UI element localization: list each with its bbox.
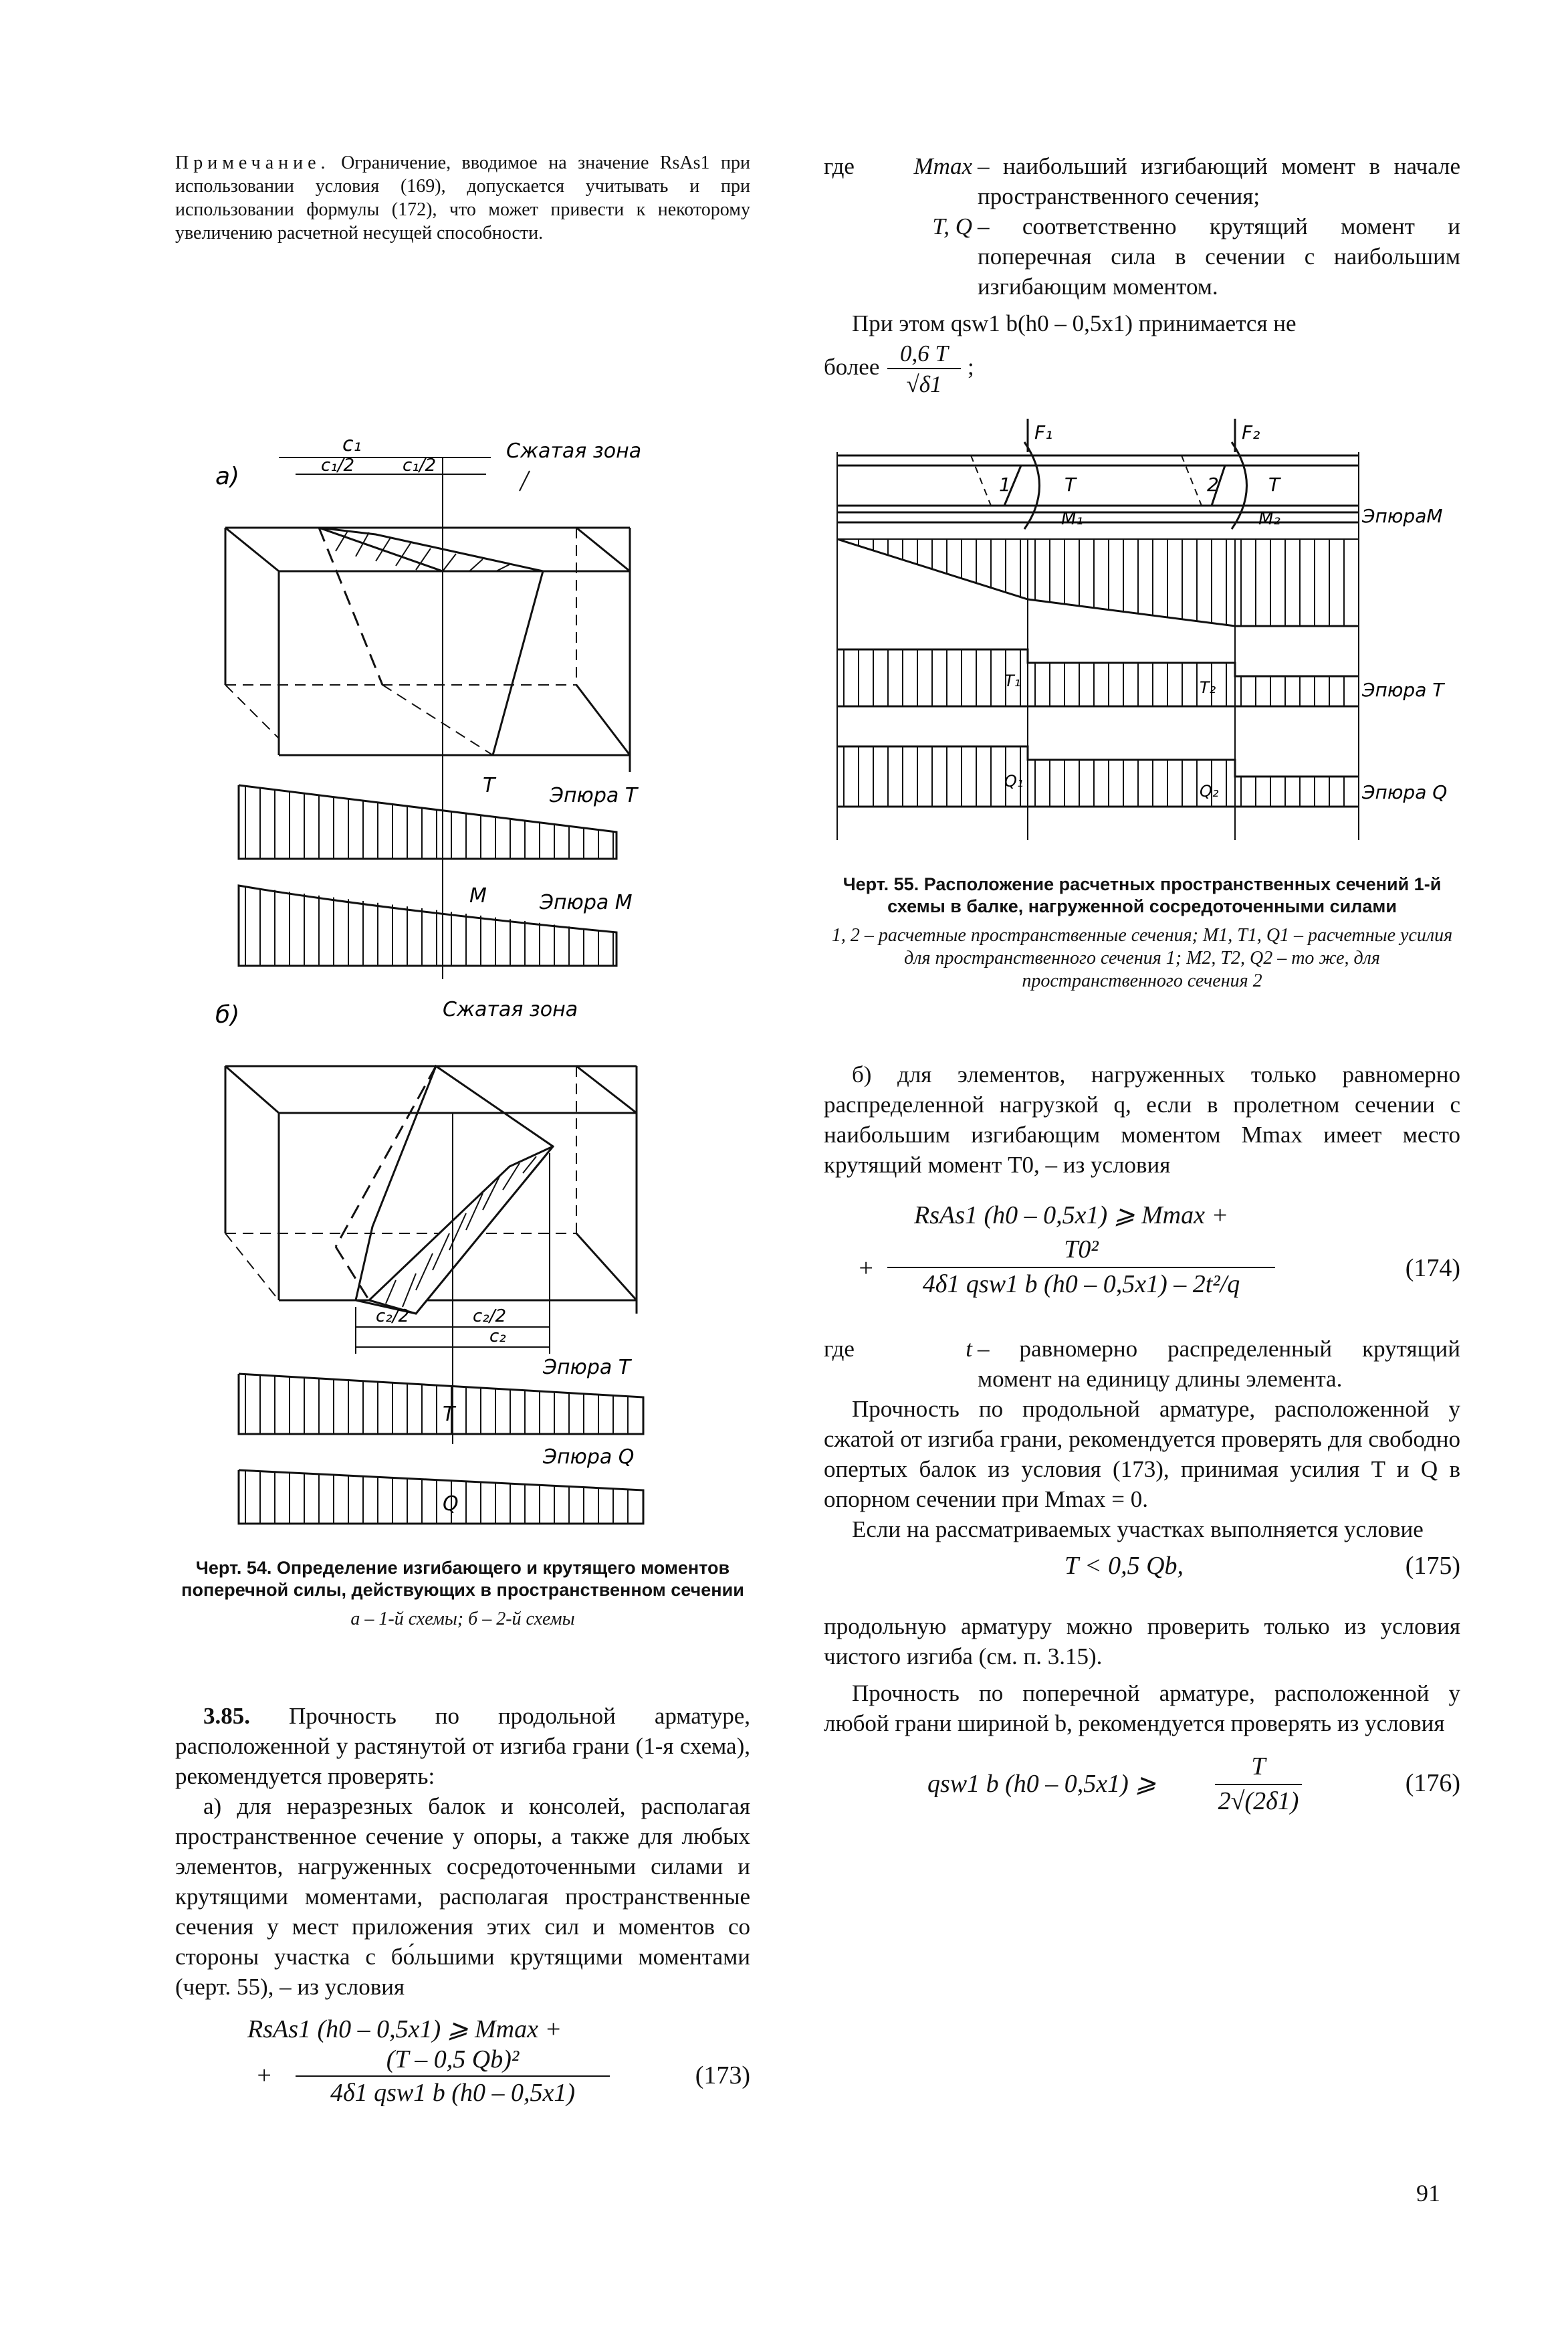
accept-fraction [824, 338, 1460, 399]
fig54-caption-sub: а – 1-й схемы; б – 2-й схемы [350, 1609, 575, 1629]
fig54-M-a: M [469, 884, 487, 908]
equation-173 [175, 2014, 750, 2114]
eq175-tag: (175) [1405, 1552, 1460, 1580]
fig55-n2: 2 [1207, 474, 1219, 496]
accept-more: более [824, 354, 880, 380]
tq-symbol: T, Q [932, 213, 972, 239]
fig54-c1-half-right: c₁/2 [403, 455, 437, 476]
mmax-symbol: Mmax [913, 153, 972, 179]
definitions-top [824, 151, 1460, 302]
figure-55 [824, 412, 1460, 853]
eq174-tag: (174) [1405, 1254, 1460, 1282]
fig55-T1: T₁ [1004, 672, 1021, 690]
sec385-intro: Прочность по продольной арматуре, расположенной у растянутой от изгиба грани (1-я схема), рекомендуется проверять: [175, 1703, 751, 1789]
fig55-M2: M₂ [1258, 509, 1280, 529]
para-longitudinal: Прочность по продольной арматуре, расположенной у сжатой от изгиба грани, рекомендуется проверять для свободно опертых балок из условия (173), принимая усилия T и Q в опорном сечении при Mmax = 0. [824, 1396, 1460, 1512]
t-symbol: t [966, 1336, 972, 1362]
fig55-M1: M₁ [1061, 509, 1083, 529]
fig55-diag-T: Эпюра T [1362, 679, 1444, 701]
fig54-label-a: а) [215, 463, 240, 490]
t-definition: – равномерно распределенный крутящий момент на единицу длины элемента. [978, 1336, 1460, 1392]
fig55-T2: T₂ [1200, 678, 1216, 697]
eq176-tag: (176) [1405, 1769, 1460, 1797]
fig55-n1: 1 [999, 474, 1011, 496]
eq175: T < 0,5 Qb, [1065, 1552, 1184, 1580]
left-column [175, 151, 750, 2114]
fig54-compressed-zone-a: Сжатая зона [506, 439, 642, 463]
fig55-F1: F₁ [1034, 421, 1053, 443]
eq173-numerator: (T – 0,5 Qb)² [386, 2045, 520, 2073]
mmax-definition: – наибольший изгибающий момент в начале пространственного сечения; [978, 153, 1460, 209]
fig54-diag-T-a: Эпюра T [550, 784, 638, 807]
fig54-c1-half-left: c₁/2 [321, 455, 355, 476]
para-transverse: Прочность по поперечной арматуре, расположенной у любой грани шириной b, рекомендуется проверять из условия [824, 1680, 1460, 1736]
eq176-left: qsw1 b (h0 – 0,5x1) ⩾ [927, 1770, 1157, 1798]
sec385-intro-paragraph [175, 1701, 750, 1791]
fig54-diag-Q-b: Эпюра Q [543, 1445, 635, 1469]
sec385-item-a: а) для неразрезных балок и консолей, располагая пространственное сечение у опоры, а также для любых элементов, нагруженных сосредоточенными силами и крутящими моментами, располагая пространственные сечения у мест приложения этих сил и моментов со стороны участка с бо́льшими крутящими моментами (черт. 55), – из условия [175, 1793, 750, 2000]
note-lead: Примечание. [175, 152, 330, 173]
eq176-denominator: 2√(2δ1) [1218, 1787, 1299, 1815]
eq176-numerator: T [1251, 1752, 1266, 1780]
eq174-plus: + [857, 1254, 875, 1282]
eq174-line1: RsAs1 (h0 – 0,5x1) ⩾ Mmax + [914, 1201, 1229, 1229]
fig55-diag-M: ЭпюраM [1362, 505, 1443, 527]
item-b: б) для элементов, нагруженных только равномерно распределенной нагрузкой q, если в пролетном сечении с наибольшим изгибающим моментом Mmax имеет место крутящий момент T0, – из условия [824, 1061, 1460, 1178]
note-text: Ограничение, вводимое на значение RsAs1 при использовании условия (169), допускается учитывать и при использовании формулы (172), что может привести к некоторому увеличению расчетной несущей способности. [175, 152, 751, 243]
fig54-diag-T-b: Эпюра T [543, 1356, 631, 1379]
eq173-tag: (173) [695, 2061, 750, 2089]
equation-174 [824, 1200, 1460, 1314]
fig55-T-b: T [1268, 474, 1280, 496]
fig54-T-b: T [443, 1403, 455, 1426]
fig55-F2: F₂ [1242, 421, 1260, 443]
accept-den: √δ1 [906, 371, 942, 397]
fig54-label-b: б) [215, 1001, 240, 1029]
fig55-T-a: T [1065, 474, 1077, 496]
accept-num: 0,6 T [900, 340, 948, 367]
equation-176 [824, 1752, 1460, 1832]
para-then: продольную арматуру можно проверить только из условия чистого изгиба (см. п. 3.15). [824, 1613, 1460, 1669]
fig55-caption-title: Черт. 55. Расположение расчетных пространственных сечений 1-й схемы в балке, нагруженной сосредоточенными силами [843, 874, 1442, 916]
tq-definition: – соответственно крутящий момент и поперечная сила в сечении с наибольшим изгибающим моментом. [978, 213, 1460, 300]
fig55-Q1: Q₁ [1004, 772, 1024, 791]
fig54-c2-half-left: c₂/2 [376, 1306, 410, 1326]
accept-line: При этом qsw1 b(h0 – 0,5x1) принимается не [852, 310, 1297, 336]
eq173-plus: + [255, 2061, 273, 2089]
right-column [824, 151, 1460, 1832]
fig54-c2: c₂ [489, 1326, 506, 1346]
accept-end: ; [968, 354, 974, 380]
fig54-caption-title: Черт. 54. Определение изгибающего и крутящего моментов поперечной силы, действующих в пространственном сечении [181, 1558, 744, 1600]
definitions-t [824, 1334, 1460, 1394]
eq173-denominator: 4δ1 qsw1 b (h0 – 0,5x1) [330, 2079, 575, 2107]
para-if: Если на рассматриваемых участках выполняется условие [852, 1516, 1424, 1542]
eq174-numerator: T0² [1064, 1235, 1099, 1263]
eq173-line1: RsAs1 (h0 – 0,5x1) ⩾ Mmax + [247, 2015, 562, 2043]
figure-54 [175, 257, 750, 1447]
fig54-compressed-zone-b: Сжатая зона [443, 998, 578, 1021]
fig55-caption-sub: 1, 2 – расчетные пространственные сечения; M1, T1, Q1 – расчетные усилия для пространственного сечения 1; M2, T2, Q2 – то же, для пространственного сечения 2 [831, 925, 1453, 991]
figure-54-epure-Q [175, 1443, 750, 1530]
fig54-c1: c₁ [342, 433, 362, 456]
equation-175 [824, 1551, 1460, 1598]
where2-label: где [824, 1336, 855, 1362]
fig55-diag-Q: Эпюра Q [1362, 781, 1448, 803]
note-paragraph [175, 151, 750, 245]
fig54-c2-half-right: c₂/2 [473, 1306, 507, 1326]
where-label: где [824, 153, 855, 179]
fig54-Q-b: Q [443, 1492, 459, 1516]
page-number: 91 [1416, 2180, 1440, 2207]
fig55-Q2: Q₂ [1200, 782, 1219, 801]
eq174-denominator: 4δ1 qsw1 b (h0 – 0,5x1) – 2t²/q [922, 1270, 1240, 1298]
sec385-num: 3.85. [203, 1703, 250, 1729]
fig54-diag-M-a: Эпюра M [540, 891, 633, 914]
fig54-T-a: T [483, 774, 495, 797]
